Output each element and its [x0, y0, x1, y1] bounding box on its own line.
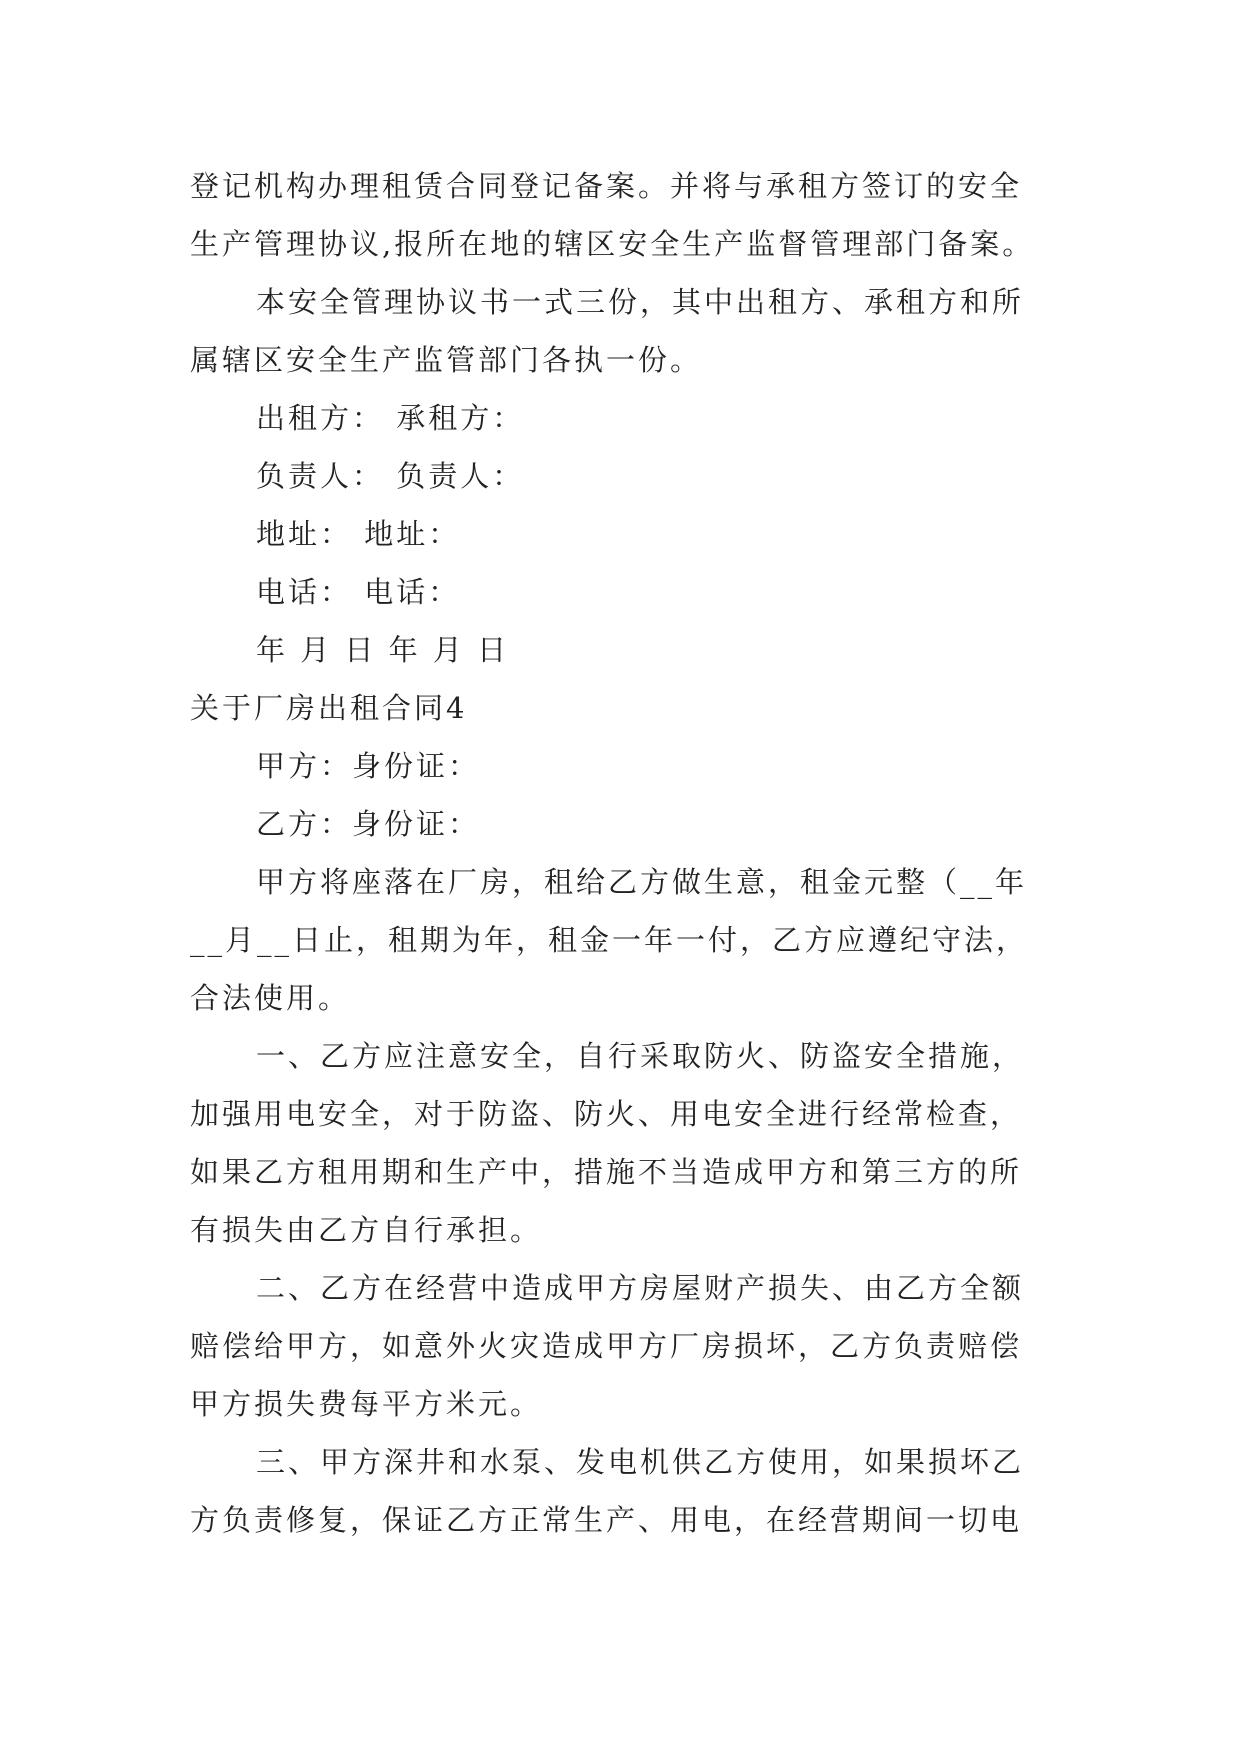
text-line: 属辖区安全生产监管部门各执一份。: [190, 343, 703, 377]
signature-responsible-line: 负责人： 负责人：: [256, 459, 525, 493]
signature-address-line: 地址： 地址：: [256, 517, 461, 551]
text-line: 加强用电安全，对于防盗、防火、用电安全进行经常检查，: [190, 1097, 1023, 1131]
signature-date-line: 年 月 日 年 月 日: [256, 633, 510, 667]
party-b-line: 乙方：身份证：: [256, 807, 481, 841]
text-line: 合法使用。: [190, 981, 351, 1015]
signature-party-line: 出租方： 承租方：: [256, 401, 525, 435]
text-line: 登记机构办理租赁合同登记备案。并将与承租方签订的安全: [190, 169, 1023, 203]
text-line: 生产管理协议,报所在地的辖区安全生产监督管理部门备案。: [190, 227, 1035, 261]
text-line: 如果乙方租用期和生产中，措施不当造成甲方和第三方的所: [190, 1155, 1023, 1189]
paragraph-start: 甲方将座落在厂房，租给乙方做生意，租金元整（__年: [256, 865, 1028, 899]
clause-three-start: 三、甲方深井和水泵、发电机供乙方使用，如果损坏乙: [256, 1445, 1025, 1479]
text-line: 甲方损失费每平方米元。: [190, 1387, 543, 1421]
clause-two-start: 二、乙方在经营中造成甲方房屋财产损失、由乙方全额: [256, 1271, 1025, 1305]
text-line: 方负责修复，保证乙方正常生产、用电，在经营期间一切电: [190, 1503, 1023, 1537]
text-line: 有损失由乙方自行承担。: [190, 1213, 543, 1247]
text-line: __月__日止，租期为年，租金一年一付，乙方应遵纪守法，: [190, 923, 1029, 957]
paragraph-start: 本安全管理协议书一式三份，其中出租方、承租方和所: [256, 285, 1025, 319]
party-a-line: 甲方：身份证：: [256, 749, 481, 783]
signature-phone-line: 电话： 电话：: [256, 575, 461, 609]
section-title: 关于厂房出租合同4: [190, 691, 468, 725]
text-line: 赔偿给甲方，如意外火灾造成甲方厂房损坏，乙方负责赔偿: [190, 1329, 1023, 1363]
clause-one-start: 一、乙方应注意安全，自行采取防火、防盗安全措施，: [256, 1039, 1025, 1073]
